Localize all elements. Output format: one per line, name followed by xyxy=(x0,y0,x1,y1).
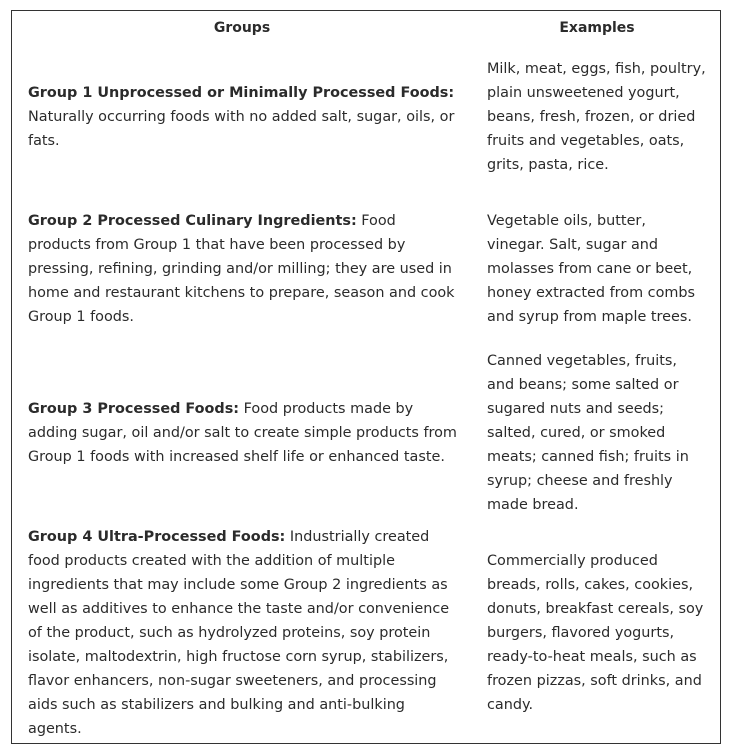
examples-text: Milk, meat, eggs, fish, poultry, plain unsweetened yogurt, beans, fresh, frozen, or dried fruits and vegetables, oats, grits, pasta, rice. xyxy=(487,61,706,173)
examples-cell xyxy=(487,537,707,729)
group-title: Group 1 Unprocessed or Minimally Processed Foods: xyxy=(28,85,455,101)
group-title: Group 2 Processed Culinary Ingredients: xyxy=(28,213,357,229)
examples-cell xyxy=(487,353,707,513)
group-title: Group 3 Processed Foods: xyxy=(28,401,240,417)
column-header-groups: Groups xyxy=(213,20,271,36)
examples-text: Commercially produced breads, rolls, cakes, cookies, donuts, breakfast cereals, soy burgers, flavored yogurts, ready-to-heat meals, such as frozen pizzas, soft drinks, and candy. xyxy=(487,553,704,713)
group-description: Food products made by adding sugar, oil and/or salt to create simple products from Group 1 foods with increased shelf life or enhanced taste. xyxy=(28,401,457,465)
group-cell xyxy=(28,57,458,177)
column-header-examples: Examples xyxy=(559,20,635,36)
group-description: Food products from Group 1 that have been processed by pressing, refining, grinding and/or milling; they are used in home and restaurant kitchens to prepare, season and cook Group 1 foods. xyxy=(28,213,455,325)
group-cell xyxy=(28,361,458,505)
examples-text: Canned vegetables, fruits, and beans; some salted or sugared nuts and seeds; salted, cured, or smoked meats; canned fish; fruits in syrup; cheese and freshly made bread. xyxy=(487,353,689,513)
examples-cell xyxy=(487,57,707,177)
examples-cell xyxy=(487,209,707,329)
group-description: Naturally occurring foods with no added salt, sugar, oils, or fats. xyxy=(28,109,455,149)
group-title: Group 4 Ultra-Processed Foods: xyxy=(28,529,286,545)
examples-text: Vegetable oils, butter, vinegar. Salt, sugar and molasses from cane or beet, honey extracted from combs and syrup from maple trees. xyxy=(487,213,696,325)
group-cell xyxy=(28,209,458,329)
group-cell xyxy=(28,529,458,737)
food-groups-table xyxy=(11,10,721,744)
group-description: Industrially created food products created with the addition of multiple ingredients that may include some Group 2 ingredients as well as additives to enhance the taste and/or convenience of the product, such as hydrolyzed proteins, soy protein isolate, maltodextrin, high fructose corn syrup, stabilizers, flavor enhancers, non-sugar sweeteners, and processing aids such as stabilizers and bulking and anti-bulking agents. xyxy=(28,529,450,737)
